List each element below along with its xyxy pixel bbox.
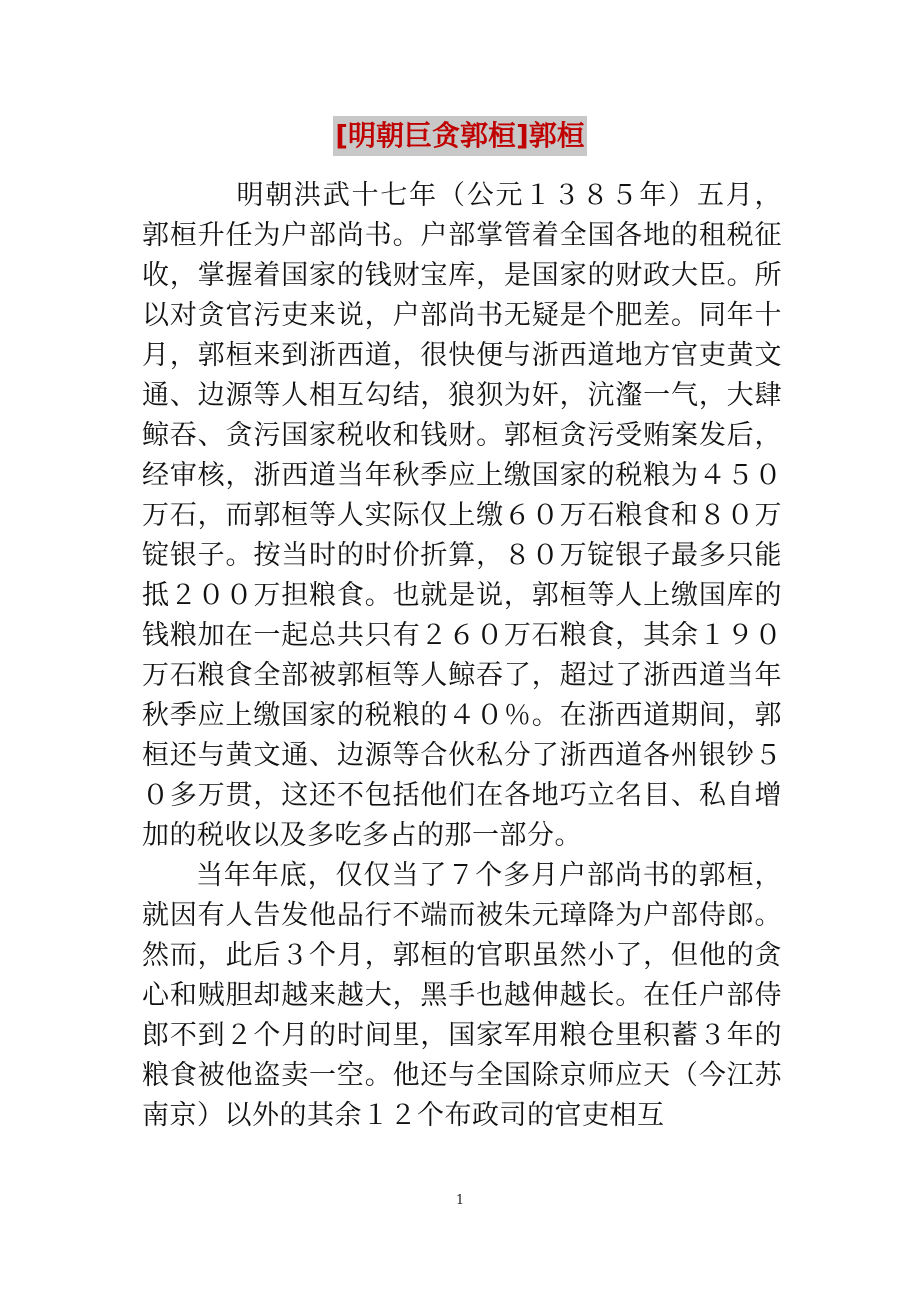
paragraph-1: 明朝洪武十七年（公元１３８５年）五月，郭桓升任为户部尚书。户部掌管着全国各地的租税征收，掌握着国家的钱财宝库，是国家的财政大臣。所以对贪官污吏来说，户部尚书无疑是个肥差。同年十月，郭桓来到浙西道，很快便与浙西道地方官吏黄文通、边源等人相互勾结，狼狈为奸，沆瀣一气，大肆鲸吞、贪污国家税收和钱财。郭桓贪污受贿案发后，经审核，浙西道当年秋季应上缴国家的税粮为４５０万石，而郭桓等人实际仅上缴６０万石粮食和８０万锭银子。按当时的时价折算，８０万锭银子最多只能抵２００万担粮食。也就是说，郭桓等人上缴国库的钱粮加在一起总共只有２６０万石粮食，其余１９０万石粮食全部被郭桓等人鲸吞了，超过了浙西道当年秋季应上缴国家的税粮的４０％。在浙西道期间，郭桓还与黄文通、边源等合伙私分了浙西道各州银钞５０多万贯，这还不包括他们在各地巧立名目、私自增加的税收以及多吃多占的那一部分。 (142, 180, 782, 851)
document-body (142, 176, 782, 1136)
title-container (0, 116, 920, 156)
paragraph-2: 当年年底，仅仅当了７个多月户部尚书的郭桓，就因有人告发他品行不端而被朱元璋降为户部侍郎。然而，此后３个月，郭桓的官职虽然小了，但他的贪心和贼胆却越来越大，黑手也越伸越长。在任户部侍郎不到２个月的时间里，国家军用粮仓里积蓄３年的粮食被他盗卖一空。他还与全国除京师应天（今江苏南京）以外的其余１２个布政司的官吏相互 (142, 860, 782, 1131)
document-title: [明朝巨贪郭桓]郭桓 (333, 116, 587, 156)
page-number: 1 (455, 1193, 465, 1208)
